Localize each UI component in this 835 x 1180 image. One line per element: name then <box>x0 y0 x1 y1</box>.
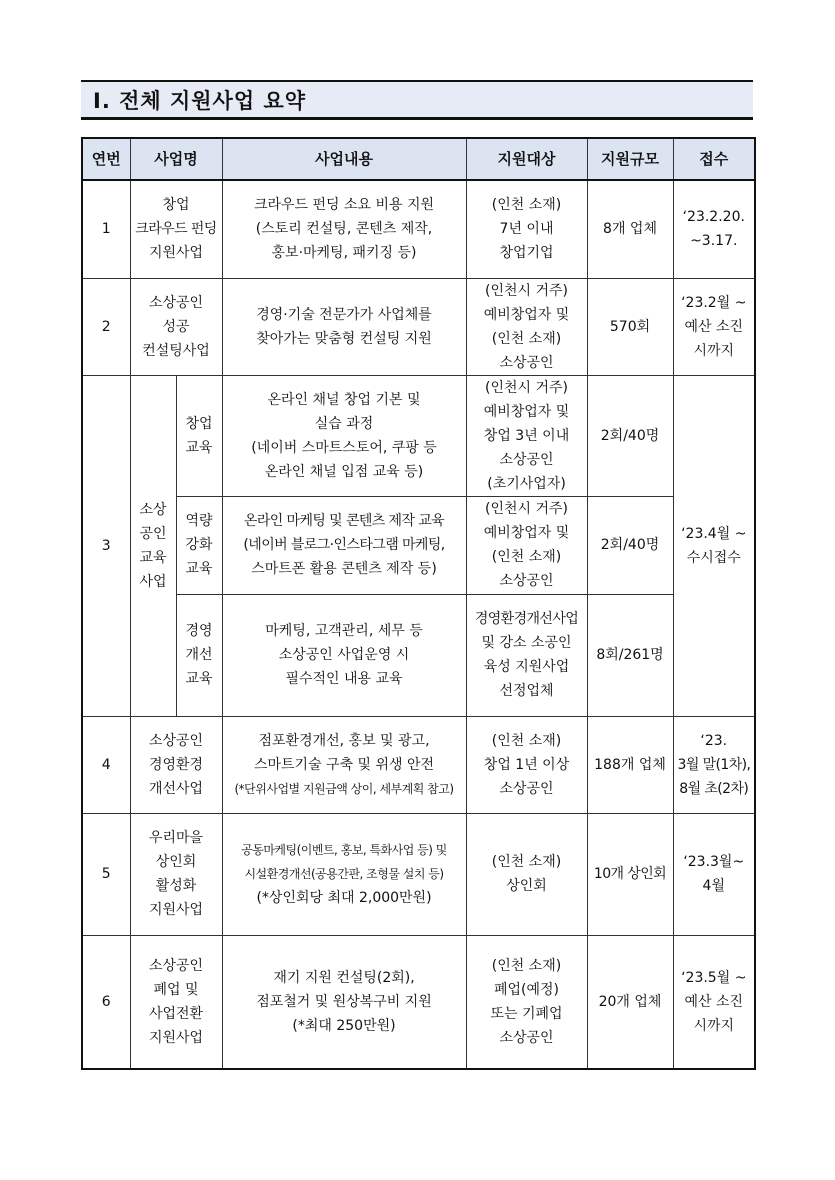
program-content: 온라인 채널 창업 기본 및 실습 과정 (네이버 스마트스토어, 쿠팡 등 온라인 채널 입점 교육 등) <box>222 375 466 496</box>
program-target: (인천시 거주) 예비창업자 및 (인천 소재) 소상공인 <box>466 278 587 375</box>
header-target: 지원대상 <box>466 138 587 180</box>
row-number: 3 <box>82 375 130 716</box>
program-receipt: ‘23.4월 ~ 수시접수 <box>673 375 755 716</box>
program-target: (인천시 거주) 예비창업자 및 창업 3년 이내 소상공인 (초기사업자) <box>466 375 587 496</box>
header-no: 연번 <box>82 138 130 180</box>
program-name: 소상 공인 교육 사업 <box>130 375 176 716</box>
program-scale: 20개 업체 <box>587 935 673 1069</box>
sub-program-name: 창업 교육 <box>176 375 222 496</box>
support-program-summary-table <box>81 137 756 1070</box>
program-content: 경영·기술 전문가가 사업체를 찾아가는 맞춤형 컨설팅 지원 <box>222 278 466 375</box>
table-row <box>82 278 755 375</box>
table-row <box>82 496 755 594</box>
program-scale: 10개 상인회 <box>587 813 673 935</box>
sub-program-name: 경영 개선 교육 <box>176 594 222 716</box>
table-row <box>82 935 755 1069</box>
row-number: 6 <box>82 935 130 1069</box>
program-content: 재기 지원 컨설팅(2회), 점포철거 및 원상복구비 지원 (*최대 250만원) <box>222 935 466 1069</box>
program-target: (인천 소재) 상인회 <box>466 813 587 935</box>
program-target: 경영환경개선사업 및 강소 소공인 육성 지원사업 선정업체 <box>466 594 587 716</box>
row-number: 5 <box>82 813 130 935</box>
program-scale: 188개 업체 <box>587 716 673 813</box>
table-row <box>82 716 755 813</box>
program-target: (인천 소재) 7년 이내 창업기업 <box>466 180 587 278</box>
program-content: 점포환경개선, 홍보 및 광고, 스마트기술 구축 및 위생 안전 (*단위사업별 지원금액 상이, 세부계획 참고) <box>222 716 466 813</box>
sub-program-name: 역량 강화 교육 <box>176 496 222 594</box>
title-bottom-rule <box>81 117 753 120</box>
program-content: 공동마케팅(이벤트, 홍보, 특화사업 등) 및 시설환경개선(공용간판, 조형물 설치 등) (*상인회당 최대 2,000만원) <box>222 813 466 935</box>
program-target: (인천 소재) 폐업(예정) 또는 기폐업 소상공인 <box>466 935 587 1069</box>
program-name: 우리마을 상인회 활성화 지원사업 <box>130 813 222 935</box>
program-name: 창업 크라우드 펀딩 지원사업 <box>130 180 222 278</box>
page-title: Ⅰ. 전체 지원사업 요약 <box>93 89 307 113</box>
program-name: 소상공인 성공 컨설팅사업 <box>130 278 222 375</box>
program-receipt: ‘23.2월 ~ 예산 소진 시까지 <box>673 278 755 375</box>
header-content: 사업내용 <box>222 138 466 180</box>
row-number: 1 <box>82 180 130 278</box>
table-row <box>82 375 755 496</box>
program-scale: 570회 <box>587 278 673 375</box>
program-receipt: ‘23.5월 ~ 예산 소진 시까지 <box>673 935 755 1069</box>
program-receipt: ‘23.2.20. ~3.17. <box>673 180 755 278</box>
header-receipt: 접수 <box>673 138 755 180</box>
row-number: 4 <box>82 716 130 813</box>
program-content: 크라우드 펀딩 소요 비용 지원 (스토리 컨설팅, 콘텐츠 제작, 홍보·마케팅, 패키징 등) <box>222 180 466 278</box>
program-receipt: ‘23. 3월 말(1차), 8월 초(2차) <box>673 716 755 813</box>
program-target: (인천시 거주) 예비창업자 및 (인천 소재) 소상공인 <box>466 496 587 594</box>
program-receipt: ‘23.3월~ 4월 <box>673 813 755 935</box>
program-content: 마케팅, 고객관리, 세무 등 소상공인 사업운영 시 필수적인 내용 교육 <box>222 594 466 716</box>
header-scale: 지원규모 <box>587 138 673 180</box>
program-name: 소상공인 경영환경 개선사업 <box>130 716 222 813</box>
section-title-bar <box>81 80 753 120</box>
program-scale: 8개 업체 <box>587 180 673 278</box>
program-target: (인천 소재) 창업 1년 이상 소상공인 <box>466 716 587 813</box>
program-scale: 2회/40명 <box>587 496 673 594</box>
program-scale: 2회/40명 <box>587 375 673 496</box>
program-name: 소상공인 폐업 및 사업전환 지원사업 <box>130 935 222 1069</box>
table-header-row <box>82 138 755 180</box>
row-number: 2 <box>82 278 130 375</box>
program-content: 온라인 마케팅 및 콘텐츠 제작 교육 (네이버 블로그·인스타그램 마케팅, 스마트폰 활용 콘텐츠 제작 등) <box>222 496 466 594</box>
program-scale: 8회/261명 <box>587 594 673 716</box>
table-row <box>82 180 755 278</box>
table-row <box>82 594 755 716</box>
header-name: 사업명 <box>130 138 222 180</box>
table-row <box>82 813 755 935</box>
